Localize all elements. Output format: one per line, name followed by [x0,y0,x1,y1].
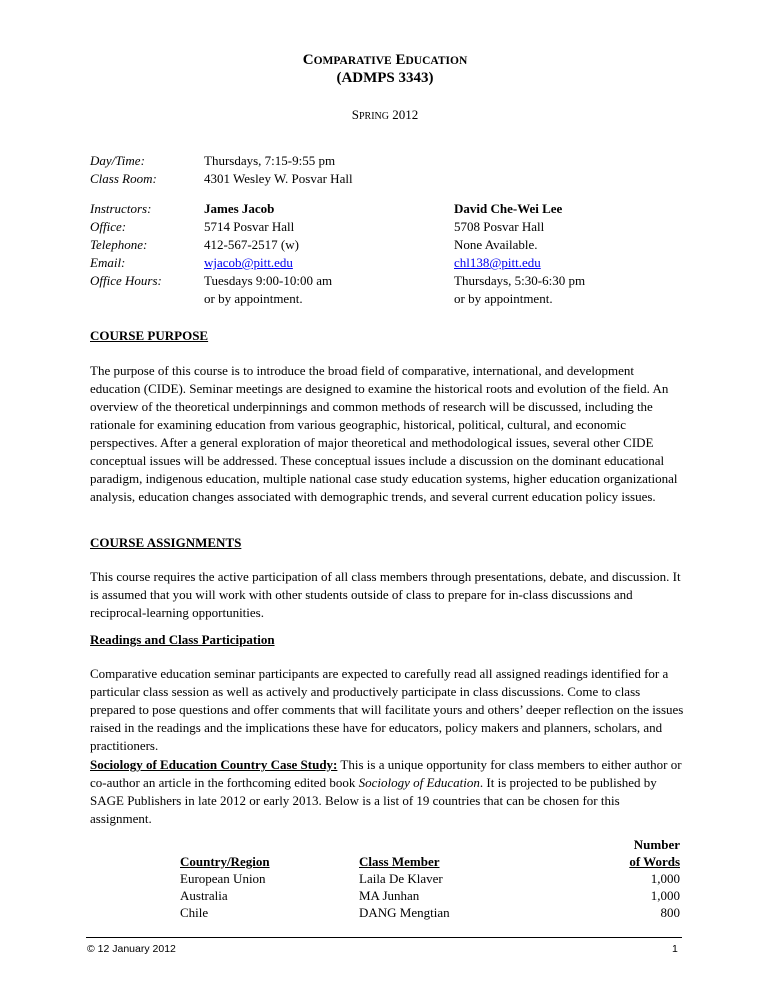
instructor1-office: 5714 Posvar Hall [204,219,295,234]
course-title [90,51,680,70]
title-smallcaps-1: OMPARATIVE [313,55,392,67]
table-cell-country: European Union [180,871,266,886]
daytime-label: Day/Time: [90,153,145,168]
table-header-row-2 [180,853,680,870]
table-cell-country: Australia [180,888,228,903]
office-hours-label: Office Hours: [90,273,162,288]
course-purpose-heading: COURSE PURPOSE [90,328,209,343]
case-study-paragraph [90,756,684,828]
case-study-text-2: . It is projected to be published by SAGE Publishers in late 2012 or early 2013. Below is a list of 19 countries that can be chosen for this assignment. [90,775,657,826]
table-cell-words: 1,000 [650,888,680,903]
table-cell-words: 800 [660,905,680,920]
case-study-book-title: Sociology of Education [358,775,480,790]
country-table [180,836,680,921]
table-cell-country: Chile [180,905,209,920]
title-smallcaps-2: DUCATION [405,55,468,67]
instructor1-name: James Jacob [204,201,275,216]
table-cell-member: Laila De Klaver [359,871,443,886]
instructor1-email-link[interactable]: wjacob@pitt.edu [204,255,293,270]
case-study-text-1: This is a unique opportunity for class members to either author or co-author an article in the forthcoming edited book [90,757,682,790]
readings-text: Comparative education seminar participants are expected to carefully read all assigned readings identified for a particular class session as well as actively and productively participate in class discussions. Come to class prepared to pose questions and offer comments that will facilitate yours and others’ deeper reflection on the issues raised in the readings and the implications these have for educators, policy makers and planners, scholars, and practitioners. [90,666,684,753]
title-initial-c: C [302,52,314,68]
table-row [180,887,680,904]
instructor2-hours: Thursdays, 5:30-6:30 pm [454,273,586,288]
instructor2-hours-note: or by appointment. [454,291,553,306]
term-initial: S [351,107,359,122]
table-cell-words: 1,000 [650,871,680,886]
case-study-heading: Sociology of Education Country Case Study: [90,757,338,772]
office-label: Office: [90,219,127,234]
instructor2-phone: None Available. [454,237,538,252]
table-header-row-1 [180,836,680,853]
table-cell-member: MA Junhan [359,888,420,903]
words-header-line1: Number [633,837,680,852]
table-cell-member: DANG Mengtian [359,905,450,920]
instructor2-office: 5708 Posvar Hall [454,219,545,234]
email-label: Email: [90,255,126,270]
instructor2-name: David Che-Wei Lee [454,201,563,216]
course-code: (ADMPS 3343) [336,70,434,86]
schedule-block [90,152,690,188]
course-assignments-heading: COURSE ASSIGNMENTS [90,535,242,550]
instructor1-hours: Tuesdays 9:00-10:00 am [204,273,333,288]
course-term [90,106,680,126]
term-smallcaps: PRING [358,111,389,122]
daytime-value: Thursdays, 7:15-9:55 pm [204,153,336,168]
table-row [180,870,680,887]
instructors-block [90,200,690,308]
room-value: 4301 Wesley W. Posvar Hall [204,171,353,186]
telephone-label: Telephone: [90,237,148,252]
room-label: Class Room: [90,171,157,186]
footer-page-number: 1 [672,943,678,955]
instructor1-phone: 412-567-2517 (w) [204,237,299,252]
title-initial-e: E [395,52,406,68]
instructors-label: Instructors: [90,201,152,216]
course-assignments-text: This course requires the active participation of all class members through presentations, debate, and discussion. It is assumed that you will work with other students outside of class to prepare for in-class discussions and reciprocal-learning opportunities. [90,569,681,620]
footer-rule [86,937,682,938]
readings-heading: Readings and Class Participation [90,632,275,647]
term-year: 2012 [392,107,419,122]
footer-copyright: © 12 January 2012 [87,943,176,955]
words-header-line2: of Words [629,854,680,869]
member-header: Class Member [359,854,440,869]
course-purpose-text: The purpose of this course is to introduce the broad field of comparative, international, and development education (CIDE). Seminar meetings are designed to examine the historical roots and evolution of the field. An overview of the theoretical underpinnings and common methods of research will be discussed, including the rationale for examining education from various geographic, historical, political, cultural, and economic perspectives. After a general exploration of major theoretical and methodological issues, several other CIDE conceptual issues will be addressed. These conceptual issues include a discussion on the dominant educational paradigm, indigenous education, multiple national case study education systems, higher education organizational analysis, education changes associated with demographic trends, and several current education policy issues. [90,363,678,504]
instructor1-hours-note: or by appointment. [204,291,303,306]
table-row [180,904,680,921]
country-header: Country/Region [180,854,270,869]
instructor2-email-link[interactable]: chl138@pitt.edu [454,255,541,270]
